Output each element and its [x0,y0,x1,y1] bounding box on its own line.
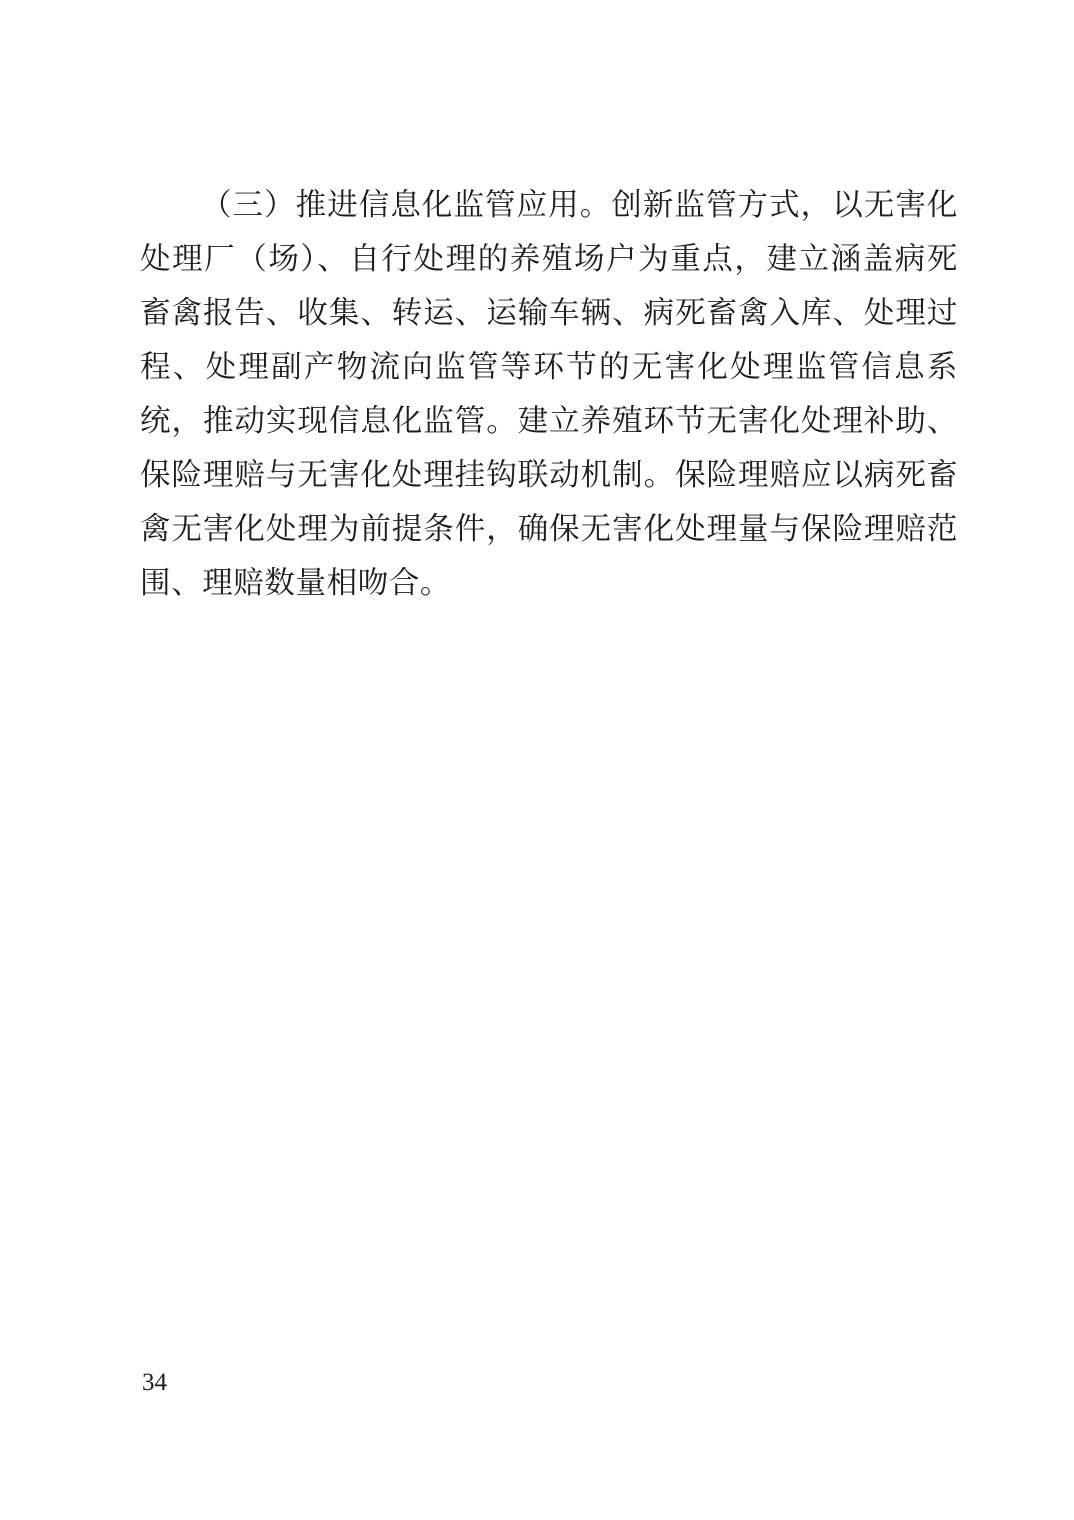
page-number: 34 [142,1369,167,1396]
paragraph-section-3: （三）推进信息化监管应用。创新监管方式，以无害化处理厂（场）、自行处理的养殖场户为重点，建立涵盖病死畜禽报告、收集、转运、运输车辆、病死畜禽入库、处理过程、处理副产物流向监管等环节的无害化处理监管信息系统，推动实现信息化监管。建立养殖环节无害化处理补助、保险理赔与无害化处理挂钩联动机制。保险理赔应以病死畜禽无害化处理为前提条件，确保无害化处理量与保险理赔范围、理赔数量相吻合。 [140,188,958,600]
page-content [140,178,958,610]
